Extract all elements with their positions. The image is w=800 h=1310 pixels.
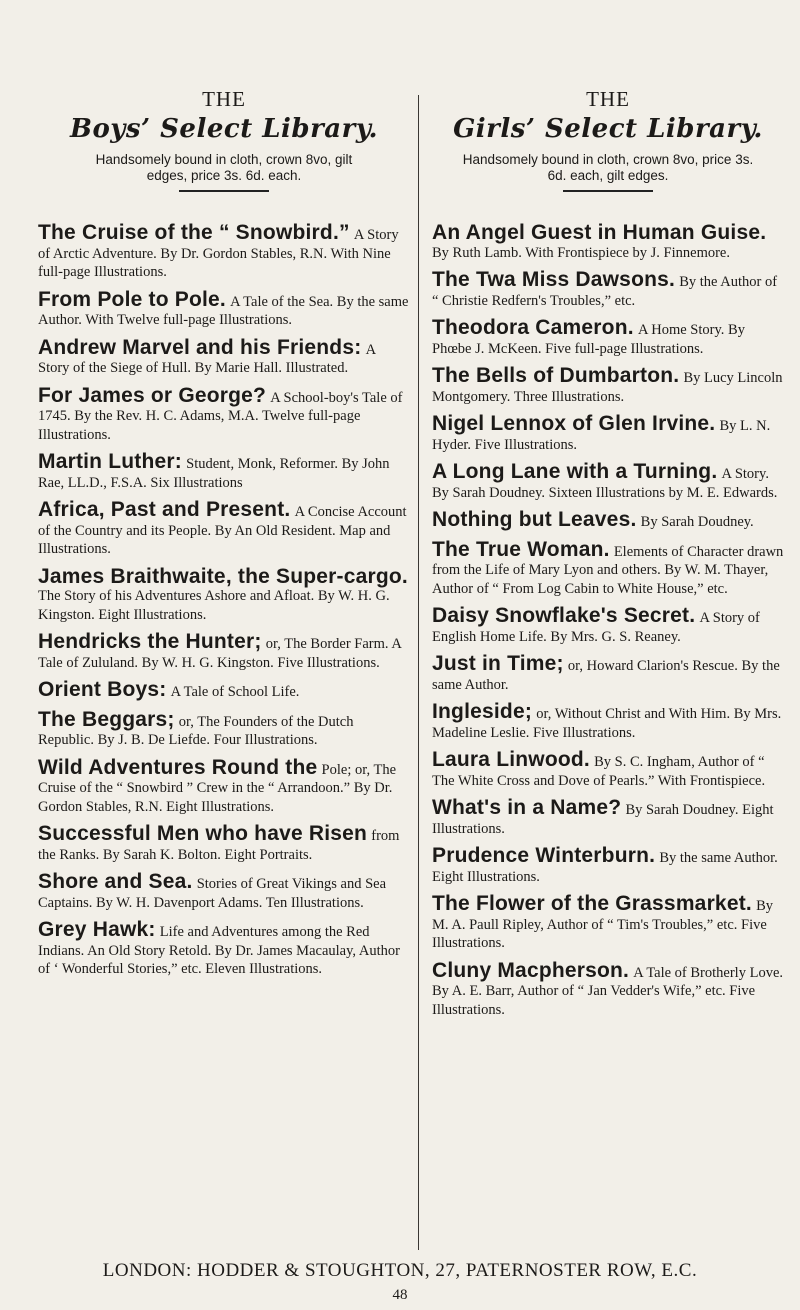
- book-entry: [432, 412, 784, 454]
- book-entry: [432, 796, 784, 838]
- book-entry: [432, 652, 784, 694]
- girls-book-list: [432, 221, 784, 1019]
- page-number: 48: [392, 1287, 408, 1303]
- book-entry: [38, 221, 410, 282]
- book-description: from the Ranks. By Sarah K. Bolton. Eight Portraits.: [38, 828, 400, 863]
- book-description: A Home Story. By Phœbe J. McKeen. Five full-page Illustrations.: [432, 322, 745, 357]
- book-entry: [38, 383, 410, 445]
- book-title: For James or George?: [38, 383, 267, 407]
- book-title: The Flower of the Grassmarket.: [432, 892, 752, 915]
- book-title: A Long Lane with a Turning.: [432, 460, 718, 483]
- boys-library-subtitle: Handsomely bound in cloth, crown 8vo, gilt edges, price 3s. 6d. each.: [95, 152, 353, 183]
- book-description: A Tale of Brotherly Love. By A. E. Barr, Author of “ Jan Vedder's Wife,” etc. Five Illustrations.: [432, 964, 784, 1018]
- book-description: The Story of his Adventures Ashore and Afloat. By W. H. G. Kingston. Eight Illustrations.: [38, 588, 390, 623]
- book-title: Orient Boys:: [38, 678, 167, 701]
- book-title: Cluny Macpherson.: [432, 958, 630, 982]
- book-entry: [432, 700, 784, 742]
- book-description: Stories of Great Vikings and Sea Captains. By W. H. Davenport Adams. Ten Illustrations.: [38, 876, 387, 911]
- book-title: Andrew Marvel and his Friends:: [38, 335, 362, 359]
- book-entry: [432, 958, 784, 1020]
- boys-library-header: [38, 88, 410, 192]
- book-title: Nigel Lennox of Glen Irvine.: [432, 412, 716, 435]
- book-entry: [432, 844, 784, 886]
- book-entry: [432, 221, 784, 262]
- book-description: Life and Adventures among the Red Indians. An Old Story Retold. By Dr. James Macaulay, Author of ‘ Wonderful Stories,” etc. Eleven Illustrations.: [38, 924, 400, 977]
- book-entry: [38, 707, 410, 750]
- book-entry: [38, 450, 410, 492]
- book-entry: [38, 335, 410, 378]
- book-entry: [38, 498, 410, 559]
- book-title: The Twa Miss Dawsons.: [432, 268, 676, 291]
- book-entry: [38, 287, 410, 330]
- book-description: A Story. By Sarah Doudney. Sixteen Illustrations by M. E. Edwards.: [432, 466, 778, 501]
- book-entry: [432, 892, 784, 953]
- book-description: By the same Author. Eight Illustrations.: [432, 850, 778, 885]
- book-description: or, Howard Clarion's Rescue. By the same Author.: [432, 658, 780, 693]
- book-description: Elements of Character drawn from the Life of Mary Lyon and others. By W. M. Thayer, Author of “ From Log Cabin to White House,” etc.: [432, 543, 784, 597]
- book-title: The True Woman.: [432, 537, 610, 561]
- book-entry: [432, 508, 784, 532]
- book-description: By the Author of “ Christie Redfern's Troubles,” etc.: [432, 274, 778, 309]
- boys-library-title: Boys’ Select Library.: [69, 114, 379, 144]
- book-title: Daisy Snowflake's Secret.: [432, 604, 696, 627]
- book-description: By Lucy Lincoln Montgomery. Three Illustrations.: [432, 370, 783, 405]
- book-entry: [38, 755, 410, 817]
- book-title: Africa, Past and Present.: [38, 498, 291, 521]
- book-description: or, Without Christ and With Him. By Mrs. Madeline Leslie. Five Illustrations.: [432, 706, 782, 741]
- book-entry: [432, 316, 784, 358]
- book-title: Ingleside;: [432, 700, 533, 723]
- girls-the-label: THE: [586, 87, 630, 111]
- book-description: A Tale of the Sea. By the same Author. With Twelve full-page Illustrations.: [38, 293, 409, 328]
- book-entry: [38, 630, 410, 672]
- girls-library-column: [432, 88, 784, 1028]
- book-entry: [432, 460, 784, 502]
- publisher-footer: LONDON: HODDER & STOUGHTON, 27, PATERNOSTER ROW, E.C.: [102, 1260, 698, 1281]
- book-description: A School-boy's Tale of 1745. By the Rev. H. C. Adams, M.A. Twelve full-page Illustrations.: [38, 389, 403, 443]
- book-title: Laura Linwood.: [432, 748, 590, 771]
- book-entry: [432, 364, 784, 406]
- book-description: A Story of Arctic Adventure. By Dr. Gordon Stables, R.N. With Nine full-page Illustrations.: [38, 227, 399, 280]
- book-title: Hendricks the Hunter;: [38, 630, 262, 653]
- book-title: Wild Adventures Round the: [38, 755, 318, 779]
- book-entry: [432, 268, 784, 310]
- column-divider: [418, 95, 419, 1250]
- book-title: Grey Hawk:: [38, 918, 156, 941]
- book-title: From Pole to Pole.: [38, 287, 226, 311]
- boys-header-rule: [179, 190, 269, 192]
- book-title: Prudence Winterburn.: [432, 844, 656, 867]
- boys-book-list: [38, 221, 410, 979]
- book-entry: [432, 537, 784, 599]
- book-entry: [38, 564, 410, 625]
- book-title: Shore and Sea.: [38, 870, 193, 893]
- book-title: Martin Luther:: [38, 450, 182, 473]
- book-description: A Concise Account of the Country and its People. By An Old Resident. Map and Illustrations.: [38, 504, 407, 557]
- book-description: or, The Founders of the Dutch Republic. By J. B. De Liefde. Four Illustrations.: [38, 713, 354, 748]
- book-description: By Ruth Lamb. With Frontispiece by J. Finnemore.: [432, 244, 730, 261]
- book-description: or, The Border Farm. A Tale of Zululand. By W. H. G. Kingston. Five Illustrations.: [38, 636, 402, 671]
- book-description: By Sarah Doudney.: [640, 514, 754, 530]
- girls-library-header: [432, 88, 784, 192]
- book-entry: [38, 678, 410, 702]
- book-description: By M. A. Paull Ripley, Author of “ Tim's Troubles,” etc. Five Illustrations.: [432, 898, 774, 951]
- book-title: An Angel Guest in Human Guise.: [432, 221, 767, 244]
- book-description: Student, Monk, Reformer. By John Rae, LL.D., F.S.A. Six Illustrations: [38, 456, 390, 491]
- boys-library-column: [38, 88, 410, 988]
- book-description: By Sarah Doudney. Eight Illustrations.: [432, 802, 774, 837]
- boys-the-label: THE: [202, 87, 246, 111]
- book-description: By S. C. Ingham, Author of “ The White Cross and Dove of Pearls.” With Frontispiece.: [432, 754, 766, 789]
- book-entry: [38, 822, 410, 864]
- book-description: By L. N. Hyder. Five Illustrations.: [432, 418, 771, 453]
- book-title: James Braithwaite, the Super-cargo.: [38, 564, 408, 588]
- book-title: Theodora Cameron.: [432, 316, 634, 339]
- book-title: Just in Time;: [432, 652, 564, 675]
- book-title: The Cruise of the “ Snowbird.”: [38, 221, 350, 244]
- book-title: The Bells of Dumbarton.: [432, 364, 680, 387]
- book-description: Pole; or, The Cruise of the “ Snowbird ” Crew in the “ Arrandoon.” By Dr. Gordon Stables, R.N. Eight Illustrations.: [38, 761, 397, 815]
- book-title: Successful Men who have Risen: [38, 822, 368, 845]
- book-description: A Tale of School Life.: [170, 684, 300, 700]
- book-title: Nothing but Leaves.: [432, 508, 637, 531]
- girls-header-rule: [563, 190, 653, 192]
- girls-library-title: Girls’ Select Library.: [453, 114, 763, 144]
- book-description: A Story of the Siege of Hull. By Marie Hall. Illustrated.: [38, 341, 376, 376]
- book-entry: [432, 748, 784, 790]
- book-title: The Beggars;: [38, 707, 175, 731]
- book-entry: [38, 870, 410, 912]
- girls-library-subtitle: Handsomely bound in cloth, crown 8vo, price 3s. 6d. each, gilt edges.: [462, 152, 754, 183]
- book-description: A Story of English Home Life. By Mrs. G. S. Reaney.: [432, 610, 760, 645]
- book-title: What's in a Name?: [432, 796, 622, 819]
- book-entry: [38, 918, 410, 979]
- book-entry: [432, 604, 784, 646]
